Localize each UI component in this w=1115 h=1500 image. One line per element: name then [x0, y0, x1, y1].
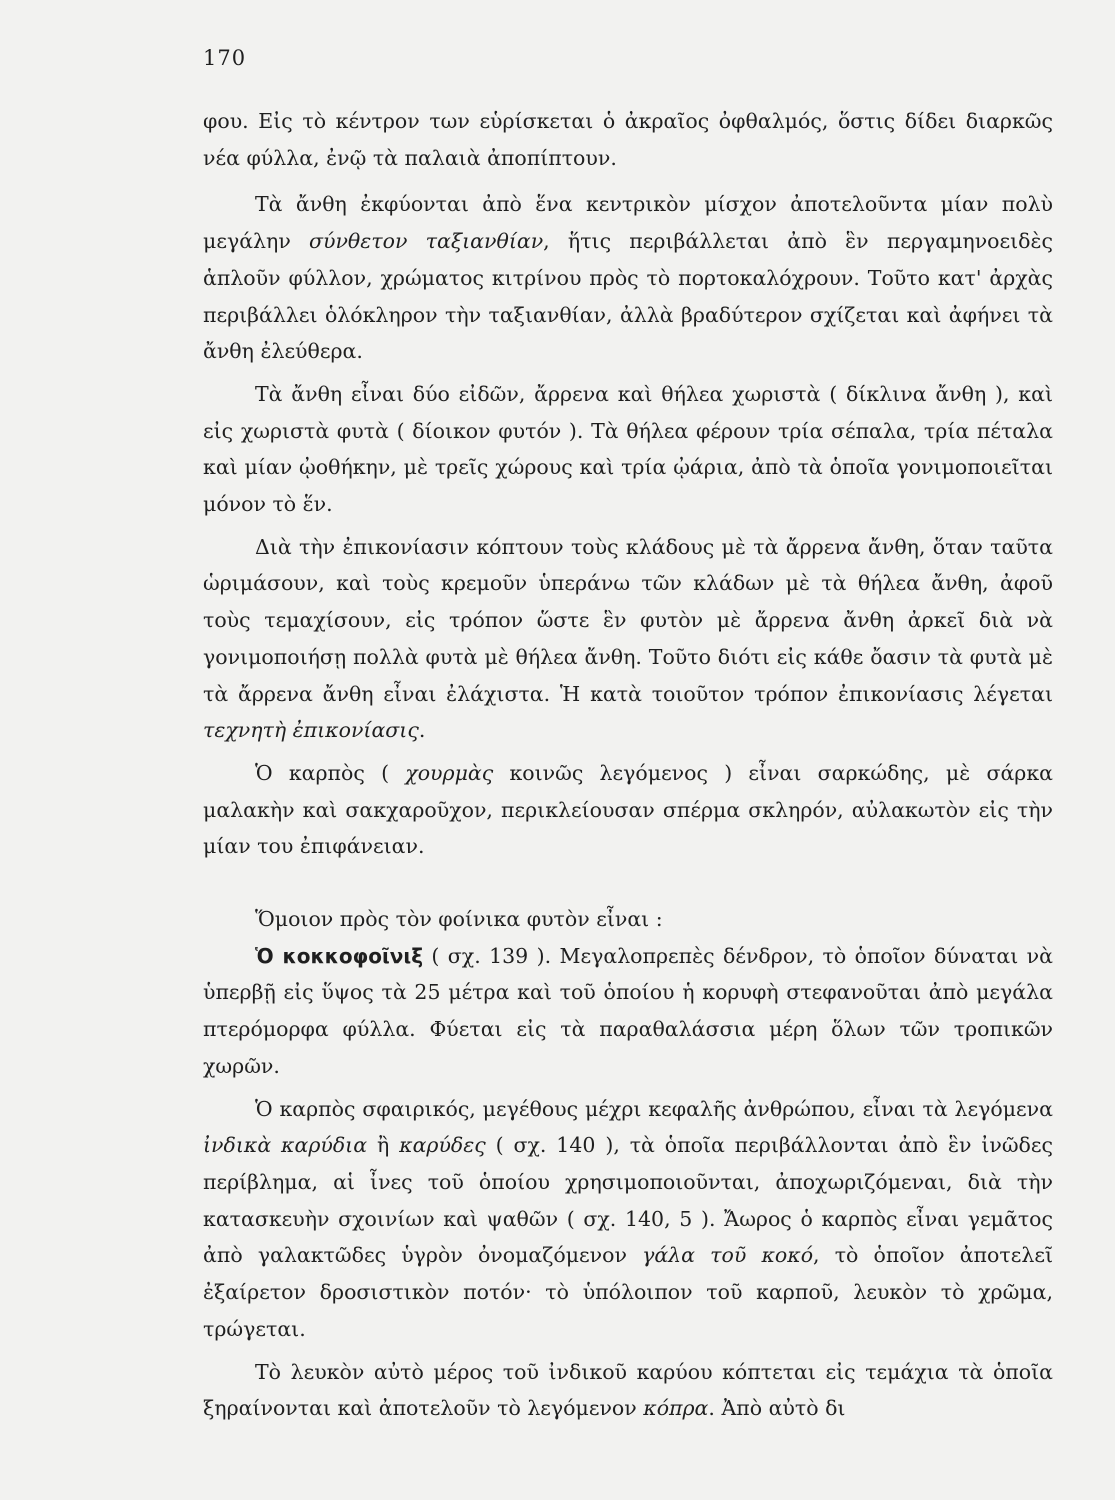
- paragraph-coconut-fruit: [203, 1091, 1053, 1348]
- italic-term: ἰνδικὰ καρύδια: [203, 1133, 368, 1158]
- bold-heading-term: Ὁ κοκκοφοῖνιξ: [255, 943, 424, 968]
- text-run: ( σχ. 139 ). Μεγαλοπρεπὲς δένδρον, τὸ ὁποῖον δύναται νὰ ὑπερβῇ εἰς ὕψος τὰ 25 μέτρα καὶ τοῦ ὁποίου ἡ κορυφὴ στεφανοῦται ἀπὸ μεγάλα πτερόμορφα φύλλα. Φύεται εἰς τὰ παραθαλάσσια μέρη ὅλων τῶν τροπικῶν χωρῶν.: [203, 943, 1053, 1078]
- paragraph-copra: [203, 1354, 1053, 1427]
- text-run: Ὁ καρπὸς (: [255, 760, 406, 785]
- page-number: 170: [203, 46, 247, 70]
- paragraph-fruit-date: [203, 755, 1053, 865]
- text-run: .: [418, 718, 426, 743]
- italic-term: καρύδες: [399, 1133, 486, 1158]
- paragraph-flower-types: [203, 376, 1053, 523]
- italic-term: χουρμὰς: [405, 760, 494, 785]
- body-text: [203, 103, 1053, 1427]
- text-run: Ὅμοιον πρὸς τὸν φοίνικα φυτὸν εἶναι :: [255, 907, 663, 932]
- paragraph-inflorescence: [203, 186, 1053, 370]
- paragraph-pollination: [203, 529, 1053, 749]
- text-run: Ὁ καρπὸς σφαιρικός, μεγέθους μέχρι κεφαλῆς ἀνθρώπου, εἶναι τὰ λεγόμενα: [255, 1096, 1053, 1121]
- paragraph-eye-leaves: [203, 103, 1053, 176]
- text-run: Τὸ λευκὸν αὐτὸ μέρος τοῦ ἰνδικοῦ καρύου κόπτεται εἰς τεμάχια τὰ ὁποῖα ξηραίνονται καὶ ἀποτελοῦν τὸ λεγόμενον: [203, 1359, 1053, 1421]
- text-run: , ἥτις περιβάλλεται ἀπὸ ἓν περγαμηνοειδὲς ἁπλοῦν φύλλον, χρώματος κιτρίνου πρὸς τὸ πορτοκαλόχρουν. Τοῦτο κατ' ἀρχὰς περιβάλλει ὁλόκληρον τὴν ταξιανθίαν, ἀλλὰ βραδύτερον σχίζεται καὶ ἀφήνει τὰ ἄνθη ἐλεύθερα.: [203, 229, 1053, 364]
- text-run: . Ἀπὸ αὐτὸ δι: [708, 1396, 846, 1421]
- text-run: Διὰ τὴν ἐπικονίασιν κόπτουν τοὺς κλάδους μὲ τὰ ἄρρενα ἄνθη, ὅταν ταῦτα ὡριμάσουν, καὶ τοὺς κρεμοῦν ὑπεράνω τῶν κλάδων μὲ τὰ θήλεα ἄνθη, ἀφοῦ τοὺς τεμαχίσουν, εἰς τρόπον ὥστε ἓν φυτὸν μὲ ἄρρενα ἄνθη ἀρκεῖ διὰ νὰ γονιμοποιήσῃ πολλὰ φυτὰ μὲ θήλεα ἄνθη. Τοῦτο διότι εἰς κάθε ὄασιν τὰ φυτὰ μὲ τὰ ἄρρενα ἄνθη εἶναι ἐλάχιστα. Ἡ κατὰ τοιοῦτον τρόπον ἐπικονίασις λέγεται: [203, 534, 1053, 706]
- text-run: ἢ: [367, 1133, 400, 1158]
- text-run: κοινῶς λεγόμενος ) εἶναι σαρκώδης, μὲ σάρκα μαλακὴν καὶ σακχαροῦχον, περικλείουσαν σπέρμα σκληρόν, αὐλακωτὸν εἰς τὴν μίαν του ἐπιφάνειαν.: [203, 760, 1053, 859]
- italic-term: κόπρα: [643, 1396, 709, 1421]
- italic-term: σύνθετον ταξιανθίαν: [309, 229, 544, 254]
- text-run: φου. Εἰς τὸ κέντρον των εὑρίσκεται ὁ ἀκραῖος ὀφθαλμός, ὅστις δίδει διαρκῶς νέα φύλλα, ἐνῷ τὰ παλαιὰ ἀποπίπτουν.: [203, 109, 1053, 170]
- text-run: , τὸ ὁποῖον ἀποτελεῖ ἐξαίρετον δροσιστικὸν ποτόν· τὸ ὑπόλοιπον τοῦ καρποῦ, λευκὸν τὸ χρῶμα, τρώγεται.: [203, 1243, 1053, 1341]
- italic-term: τεχνητὴ ἐπικονίασις: [203, 718, 419, 743]
- text-run: Τὰ ἄνθη εἶναι δύο εἰδῶν, ἄρρενα καὶ θήλεα χωριστὰ ( δίκλινα ἄνθη ), καὶ εἰς χωριστὰ φυτὰ ( δίοικον φυτόν ). Τὰ θήλεα φέρουν τρία σέπαλα, τρία πέταλα καὶ μίαν ᾠοθήκην, μὲ τρεῖς χώρους καὶ τρία ᾠάρια, ἀπὸ τὰ ὁποῖα γονιμοποιεῖται μόνον τὸ ἕν.: [203, 381, 1053, 517]
- text-run: Τὰ ἄνθη ἐκφύονται ἀπὸ ἕνα κεντρικὸν μίσχον ἀποτελοῦντα μίαν πολὺ μεγάλην: [203, 192, 1053, 254]
- text-run: ( σχ. 140 ), τὰ ὁποῖα περιβάλλονται ἀπὸ ἓν ἰνῶδες περίβλημα, αἱ ἶνες τοῦ ὁποίου χρησιμοποιοῦνται, ἀποχωριζόμεναι, διὰ τὴν κατασκευὴν σχοινίων καὶ ψαθῶν ( σχ. 140, 5 ). Ἄωρος ὁ καρπὸς εἶναι γεμᾶτος ἀπὸ γαλακτῶδες ὑγρὸν ὀνομαζόμενον: [203, 1133, 1053, 1268]
- paragraph-similar-plant: [203, 901, 1053, 938]
- italic-term: γάλα τοῦ κοκό: [642, 1243, 814, 1268]
- paragraph-coconut-palm: [203, 938, 1053, 1085]
